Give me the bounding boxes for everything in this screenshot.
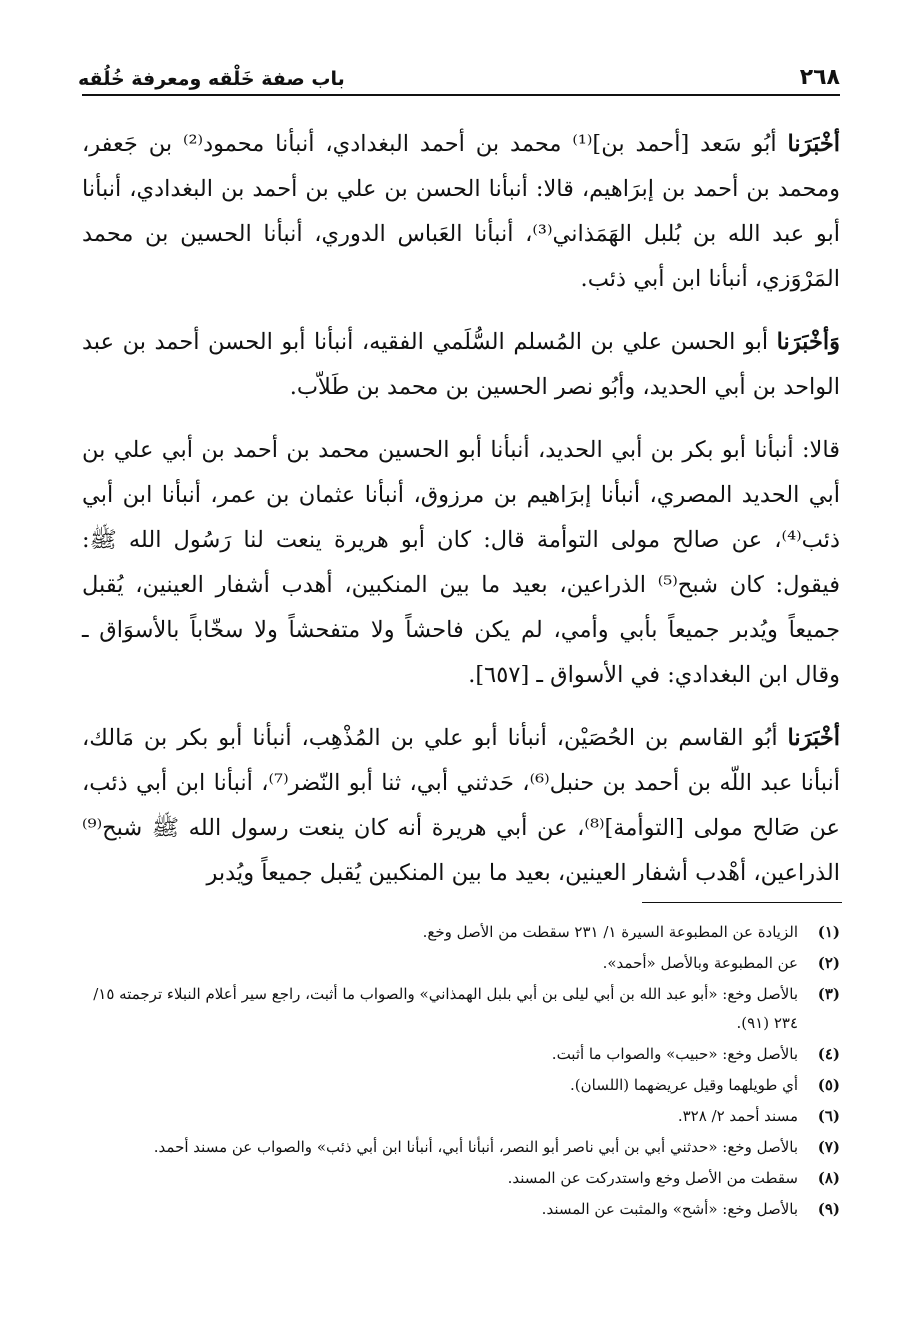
paragraph-lead: أخْبَرَنا — [787, 131, 841, 157]
footnote — [82, 949, 840, 978]
paragraph-text: قالا: أنبأنا أبو بكر بن أبي الحديد، أنبأنا أبو الحسين محمد بن أحمد بن أبي علي بن أبي الحديد المصري، أنبأنا إبرَاهيم بن مرزوق، أنبأنا عثمان بن عمر، أنبأنا ابن أبي ذئب⁽⁴⁾، عن صالح مولى التوأمة قال: كان أبو هريرة ينعت لنا رَسُول الله ﷺ: فيقول: كان شبح⁽⁵⁾ الذراعين، بعيد ما بين المنكبين، أهدب أشفار العينين، يُقبل جميعاً ويُدبر جميعاً بأبي وأمي، لم يكن فاحشاً ولا متفحشاً ولا سخّاباً بالأسوَاق ـ وقال ابن البغدادي: في الأسواق ـ [٦٥٧]. — [82, 437, 840, 688]
footnote-text: أي طويلهما وقيل عريضهما (اللسان). — [570, 1076, 798, 1094]
footnote-rule — [642, 902, 842, 903]
footnote-number: (٢) — [817, 954, 840, 972]
page-header — [78, 56, 840, 90]
footnote-text: بالأصل وخع: «أبو عبد الله بن أبي ليلى بن أبي بلبل الهمذاني» والصواب ما أثبت، راجع سير أعلام النبلاء ترجمته ١٥/ ٢٣٤ (٩١). — [93, 985, 798, 1032]
running-title: باب صفة خَلْقه ومعرفة خُلُقه — [78, 68, 345, 90]
main-text — [82, 122, 840, 914]
footnote-number: (٥) — [817, 1076, 840, 1094]
footnote-number: (٩) — [817, 1200, 840, 1218]
footnote — [82, 1164, 840, 1193]
footnote-text: مسند أحمد ٢/ ٣٢٨. — [677, 1107, 798, 1125]
paragraph-lead: وَأخْبَرَنا — [776, 329, 840, 355]
paragraph-text: أبُو سَعد [أحمد بن]⁽¹⁾ محمد بن أحمد البغدادي، أنبأنا محمود⁽²⁾ بن جَعفر، ومحمد بن أحمد بن إبرَاهيم، قالا: أنبأنا الحسن بن علي بن أحمد بن البغدادي، أنبأنا أبو عبد الله بن بُلبل الهَمَذاني⁽³⁾، أنبأنا العَباس الدوري، أنبأنا الحسين بن محمد المَرْوَزي، أنبأنا ابن أبي ذئب. — [82, 131, 840, 292]
footnote — [82, 1133, 840, 1162]
paragraph — [82, 716, 840, 896]
paragraph-lead: أخْبَرَنا — [787, 725, 840, 751]
footnote-text: بالأصل وخع: «حبيب» والصواب ما أثبت. — [551, 1045, 798, 1063]
footnote — [82, 1195, 840, 1224]
footnote — [82, 1102, 840, 1131]
paragraph-text: أبو الحسن علي بن المُسلم السُّلَمي الفقيه، أنبأنا أبو الحسن أحمد بن عبد الواحد بن أبي الحديد، وأبُو نصر الحسين بن محمد بن طَلاّب. — [82, 329, 840, 400]
footnotes-list — [82, 918, 840, 1226]
paragraph-text: أبُو القاسم بن الحُصَيْن، أنبأنا أبو علي بن المُذْهِب، أنبأنا أبو بكر بن مَالك، أنبأنا عبد اللّه بن أحمد بن حنبل⁽⁶⁾، حَدثني أبي، ثنا أبو النّضر⁽⁷⁾، أنبأنا ابن أبي ذئب، عن صَالح مولى [التوأمة]⁽⁸⁾، عن أبي هريرة أنه كان ينعت رسول الله ﷺ شبح⁽⁹⁾ الذراعين، أهْدب أشفار العينين، بعيد ما بين المنكبين يُقبل جميعاً ويُدبر — [82, 725, 841, 886]
footnote-number: (٧) — [817, 1138, 840, 1156]
footnote-number: (١) — [817, 923, 840, 941]
footnote-number: (٤) — [817, 1045, 840, 1063]
footnote-text: بالأصل وخع: «أشح» والمثبت عن المسند. — [541, 1200, 798, 1218]
footnote-text: سقطت من الأصل وخع واستدركت عن المسند. — [507, 1169, 798, 1187]
footnote — [82, 1071, 840, 1100]
footnote-number: (٣) — [817, 985, 840, 1003]
page-number: ٢٦٨ — [799, 65, 840, 90]
footnote-number: (٨) — [817, 1169, 840, 1187]
footnote-number: (٦) — [817, 1107, 840, 1125]
paragraph — [82, 320, 840, 410]
header-rule — [82, 94, 840, 96]
footnote-text: الزيادة عن المطبوعة السيرة ١/ ٢٣١ سقطت من الأصل وخع. — [422, 923, 798, 941]
footnote-text: بالأصل وخع: «حدثني أبي بن أبي ناصر أبو النصر، أنبأنا أبي، أنبأنا ابن أبي ذئب» والصواب عن مسند أحمد. — [153, 1138, 798, 1156]
footnote-text: عن المطبوعة وبالأصل «أحمد». — [602, 954, 798, 972]
paragraph — [82, 122, 840, 302]
paragraph — [82, 428, 840, 698]
footnote — [82, 918, 840, 947]
footnote — [82, 1040, 840, 1069]
footnote — [82, 980, 840, 1038]
